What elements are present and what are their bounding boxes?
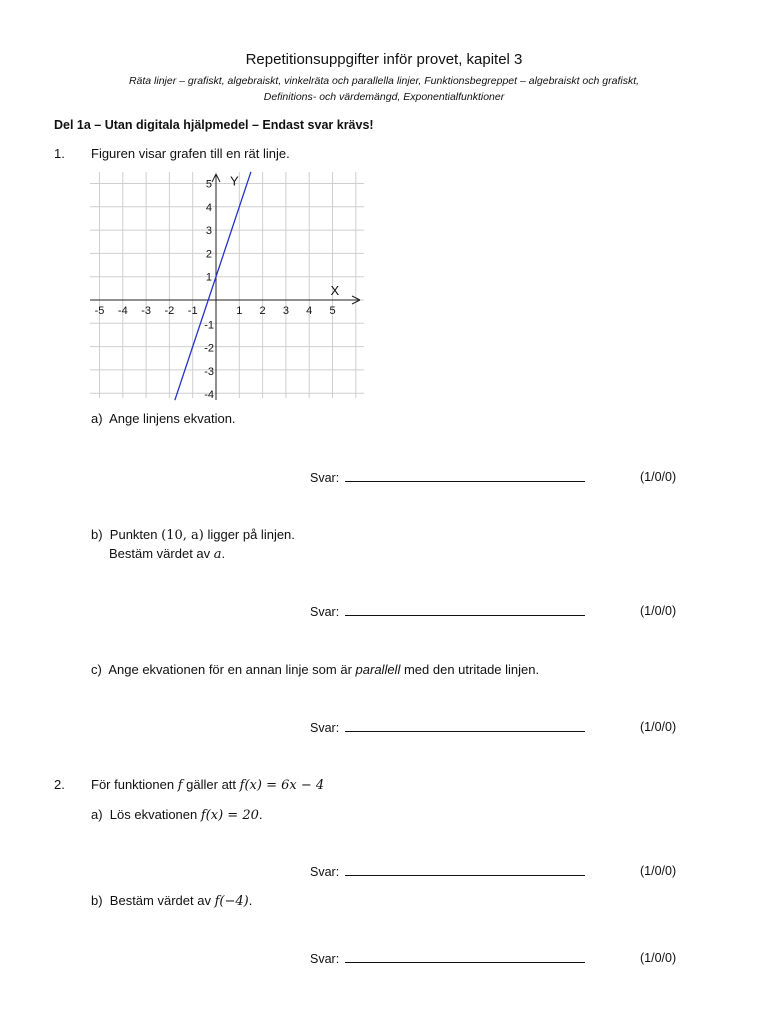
question-1c-label: c) <box>91 662 102 677</box>
question-1c-text-post: med den utritade linjen. <box>403 662 540 677</box>
question-1b-period: . <box>221 546 226 561</box>
answer-label: Svar: <box>310 605 340 619</box>
y-tick-label: 3 <box>205 225 212 238</box>
question-2b-period: . <box>248 893 253 908</box>
graph-tick-labels <box>95 179 336 402</box>
points-2a: (1/0/0) <box>640 864 677 878</box>
question-2b-expression: f(−4) <box>214 894 249 909</box>
answer-2b <box>310 951 585 966</box>
question-1-text: Figuren visar grafen till en rät linje. <box>91 146 290 161</box>
answer-2a <box>310 864 585 879</box>
question-2a-equation: f(x) = 20 <box>200 808 259 823</box>
answer-label: Svar: <box>310 952 340 966</box>
question-1b <box>91 527 295 543</box>
points-1a: (1/0/0) <box>640 470 677 484</box>
answer-line[interactable] <box>345 720 585 732</box>
question-2-text <box>91 777 324 793</box>
answer-line[interactable] <box>345 951 585 963</box>
answer-1b <box>310 604 585 619</box>
points-1c: (1/0/0) <box>640 720 677 734</box>
points-2b: (1/0/0) <box>640 951 677 965</box>
question-1c-emphasis: parallell <box>355 662 401 677</box>
x-tick-label: -3 <box>141 305 151 317</box>
y-tick-label: -3 <box>204 365 214 378</box>
question-1-number: 1. <box>54 146 65 161</box>
x-tick-label: -4 <box>117 305 128 317</box>
x-tick-label: 3 <box>282 305 289 317</box>
question-2b <box>91 893 252 909</box>
section-heading: Del 1a – Utan digitala hjälpmedel – Endast svar krävs! <box>54 118 374 132</box>
y-tick-label: 4 <box>205 201 212 214</box>
question-1b-line-2 <box>109 546 225 562</box>
question-2b-label: b) <box>91 893 103 908</box>
x-tick-label: 2 <box>259 305 266 317</box>
question-1b-line2-text: Bestäm värdet av <box>109 546 211 561</box>
page-subtitle-line-2: Definitions- och värdemängd, Exponentialfunktioner <box>263 91 505 103</box>
y-tick-label: -2 <box>204 342 214 355</box>
question-1b-text-pre: Punkten <box>109 527 158 542</box>
question-2-number: 2. <box>54 777 65 792</box>
question-2a-period: . <box>258 807 263 822</box>
answer-label: Svar: <box>310 865 340 879</box>
page-subtitle-line-1: Räta linjer – grafiskt, algebraiskt, vinkelräta och parallella linjer, Funktionsbegreppet – algebraiskt och grafiskt, <box>128 75 640 87</box>
y-tick-label: 2 <box>205 248 212 261</box>
y-tick-label: -1 <box>204 319 214 332</box>
answer-line[interactable] <box>345 864 585 876</box>
graph-grid <box>90 172 364 398</box>
question-1a-label: a) <box>91 411 103 426</box>
answer-label: Svar: <box>310 471 340 485</box>
question-2b-text: Bestäm värdet av <box>109 893 211 908</box>
x-tick-label: -5 <box>94 305 105 317</box>
page-title: Repetitionsuppgifter inför provet, kapitel 3 <box>245 51 523 68</box>
graph-axes <box>90 174 360 400</box>
x-tick-label: 1 <box>236 305 243 317</box>
question-2-text-pre: För funktionen <box>91 777 175 792</box>
answer-line[interactable] <box>345 470 585 482</box>
answer-label: Svar: <box>310 721 340 735</box>
question-1b-text-post: ligger på linjen. <box>207 527 295 542</box>
question-2-function-name: f <box>177 778 183 793</box>
question-1a-text: Ange linjens ekvation. <box>109 411 236 426</box>
y-axis-label: Y <box>230 173 239 189</box>
question-2-function-definition: f(x) = 6x − 4 <box>239 778 325 793</box>
answer-1a <box>310 470 585 485</box>
x-tick-label: -2 <box>164 305 175 317</box>
x-tick-label: 4 <box>306 305 313 317</box>
x-axis-label: X <box>330 283 340 298</box>
y-tick-label: 5 <box>205 178 212 191</box>
points-1b: (1/0/0) <box>640 604 677 618</box>
question-1a <box>91 411 236 426</box>
y-tick-label: -4 <box>204 389 214 402</box>
line-graph <box>88 170 368 402</box>
question-2-text-mid: gäller att <box>186 777 237 792</box>
question-1b-point: (10, a) <box>161 528 204 543</box>
answer-line[interactable] <box>345 604 585 616</box>
question-2a-text: Lös ekvationen <box>109 807 198 822</box>
question-1b-variable: a <box>213 547 222 562</box>
y-tick-label: 1 <box>205 271 212 284</box>
question-1c <box>91 662 539 677</box>
x-tick-label: 5 <box>329 305 336 317</box>
x-tick-label: -1 <box>187 305 198 317</box>
answer-1c <box>310 720 585 735</box>
question-2a-label: a) <box>91 807 103 822</box>
question-2a <box>91 807 263 823</box>
question-1b-label: b) <box>91 527 103 542</box>
question-1c-text-pre: Ange ekvationen för en annan linje som är <box>108 662 352 677</box>
